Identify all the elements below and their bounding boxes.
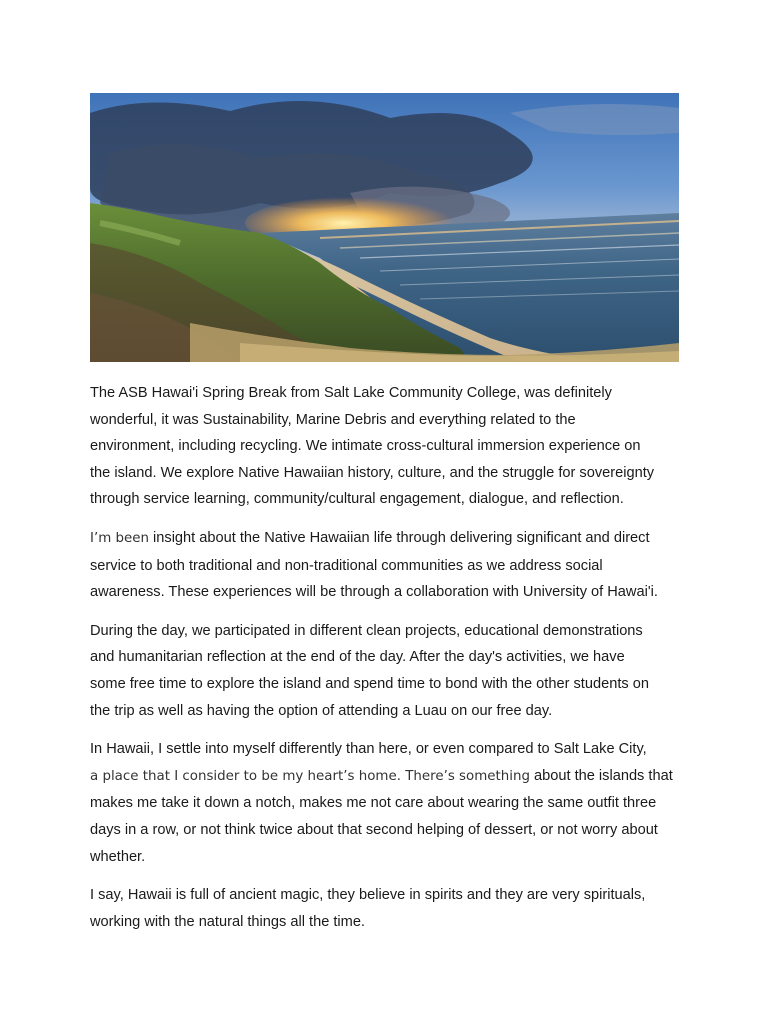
- text-line: days in a row, or not think twice about that second helping of dessert, or not worry about: [90, 821, 658, 838]
- text-line: working with the natural things all the time.: [90, 913, 365, 930]
- text-line: I say, Hawaii is full of ancient magic, they believe in spirits and they are very spirituals,: [90, 887, 646, 904]
- text-span: a place that I consider to be my heart’s home. There’s something: [90, 768, 530, 784]
- text-line: awareness. These experiences will be through a collaboration with University of Hawai'i.: [90, 584, 658, 601]
- text-line: through service learning, community/cultural engagement, dialogue, and reflection.: [90, 491, 624, 508]
- paragraph-5: [90, 882, 690, 935]
- paragraph-1: [90, 380, 690, 513]
- paragraph-3: [90, 618, 690, 724]
- text-span: I’m been: [90, 530, 149, 546]
- text-line: wonderful, it was Sustainability, Marine Debris and everything related to the: [90, 411, 576, 428]
- paragraph-2: [90, 525, 690, 606]
- text-line: [90, 525, 690, 553]
- text-line: During the day, we participated in different clean projects, educational demonstrations: [90, 622, 643, 639]
- text-line: makes me take it down a notch, makes me not care about wearing the same outfit three: [90, 795, 657, 812]
- text-line: [90, 763, 690, 791]
- text-line: the island. We explore Native Hawaiian history, culture, and the struggle for sovereignty: [90, 464, 655, 481]
- coastal-sunset-photo: [90, 93, 679, 362]
- paragraph-4: [90, 736, 690, 870]
- text-span: insight about the Native Hawaiian life through delivering significant and direct: [148, 529, 650, 546]
- text-span: about the islands that: [529, 767, 673, 784]
- text-line: some free time to explore the island and spend time to bond with the other students on: [90, 675, 649, 692]
- article-body: [90, 380, 690, 947]
- text-line: In Hawaii, I settle into myself differently than here, or even compared to Salt Lake City,: [90, 741, 647, 758]
- text-line: whether.: [90, 848, 146, 865]
- text-line: The ASB Hawai'i Spring Break from Salt Lake Community College, was definitely: [90, 385, 612, 401]
- text-line: service to both traditional and non-traditional communities as we address social: [90, 557, 603, 574]
- text-line: environment, including recycling. We intimate cross-cultural immersion experience on: [90, 438, 641, 455]
- text-line: and humanitarian reflection at the end of the day. After the day's activities, we have: [90, 649, 625, 666]
- text-line: the trip as well as having the option of attending a Luau on our free day.: [90, 702, 553, 719]
